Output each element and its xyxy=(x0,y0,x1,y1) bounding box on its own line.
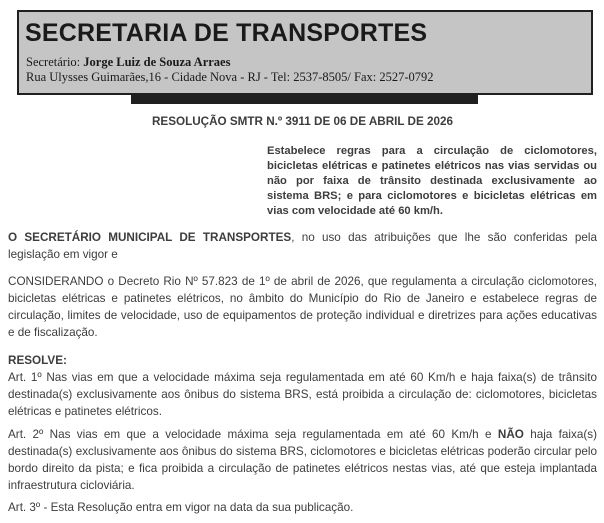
address-line: Rua Ulysses Guimarães,16 - Cidade Nova - RJ - Tel: 2537-8505/ Fax: 2527-0792 xyxy=(26,70,434,84)
org-title: SECRETARIA DE TRANSPORTES xyxy=(25,19,428,47)
secretary-label: Secretário: xyxy=(26,55,84,69)
article-2-text-end: haja faixa(s) destinada(s) exclusivamente aos ônibus do sistema BRS, ciclomotores e bicicletas elétricas poderão circular pelo bordo direito da pista; e fica proibida a circulação de patinetes elétricos nestas vias, até que esteja implantada infraestrutura cicloviária. xyxy=(8,428,597,492)
resolution-title: RESOLUÇÃO SMTR N.º 3911 DE 06 DE ABRIL DE 2026 xyxy=(151,115,454,128)
article-2 xyxy=(8,426,597,494)
preamble-paragraph xyxy=(8,229,597,263)
preamble-authority: O SECRETÁRIO MUNICIPAL DE TRANSPORTES xyxy=(8,231,292,244)
divider-bar xyxy=(131,95,478,104)
article-3: Art. 3º - Esta Resolução entra em vigor na data da sua publicação. xyxy=(8,501,354,514)
resolution-summary: Estabelece regras para a circulação de ciclomotores, bicicletas elétricas e patinetes elétricos nas vias servidas ou não por faixa de trânsito destinada exclusivamente ao sistema BRS; e para ciclomotores e bicicletas elétricas em vias com velocidade até 60 km/h. xyxy=(267,145,597,217)
letterhead xyxy=(17,10,593,95)
preamble-text: , no uso das atribuições que lhe são conferidas pela legislação em vigor e xyxy=(8,231,598,261)
article-2-text-start: Art. 2º Nas vias em que a velocidade máxima seja regulamentada em até 60 Km/h e xyxy=(8,428,498,441)
considering-paragraph: CONSIDERANDO o Decreto Rio Nº 57.823 de 1º de abril de 2026, que regulamenta a circulação ciclomotores, bicicletas elétricas e patinetes elétricos, no âmbito do Município do Rio de Janeiro e estabelece regras de circulação, limites de velocidade, uso de equipamentos de proteção individual e diretrizes para ações educativas e de fiscalização. xyxy=(8,275,597,339)
article-2-emphasis: NÃO xyxy=(497,428,524,441)
document-page xyxy=(0,10,604,516)
resolution-body xyxy=(8,115,597,516)
secretary-name: Jorge Luiz de Souza Arraes xyxy=(83,55,231,69)
article-1: Art. 1º Nas vias em que a velocidade máxima seja regulamentada em até 60 Km/h e haja faixa(s) de trânsito destinada(s) exclusivamente aos ônibus do sistema BRS, está proibida a circulação de: ciclomotores, bicicletas elétricas e patinetes elétricos. xyxy=(8,371,597,418)
secretary-line xyxy=(26,55,591,69)
resolve-label: RESOLVE: xyxy=(8,354,67,367)
